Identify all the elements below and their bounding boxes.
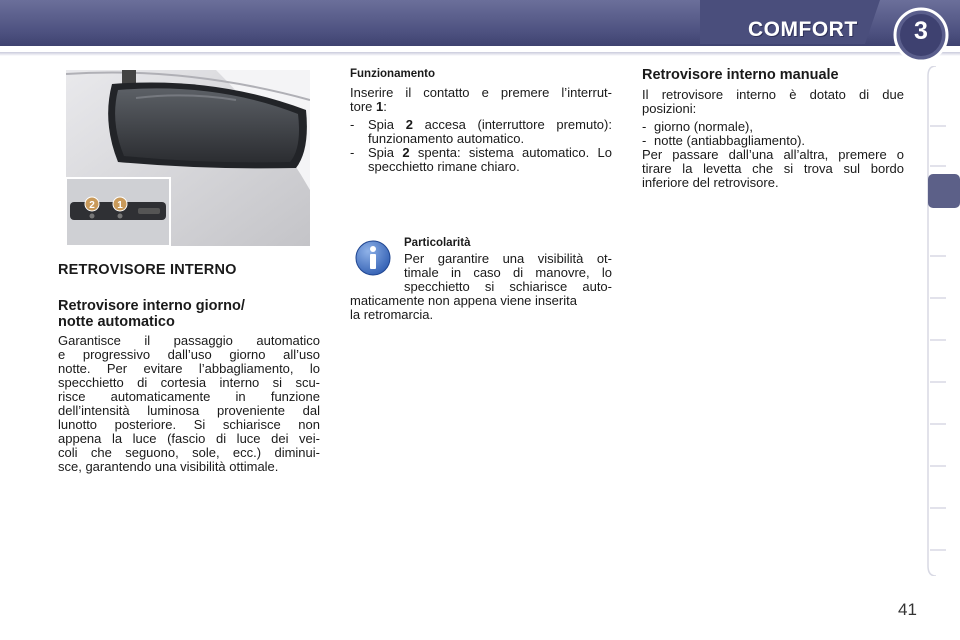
info-icon [354, 238, 392, 278]
callout-2: 2 [89, 200, 95, 211]
list-item: - notte (antiabbagliamento). [642, 133, 806, 148]
left-body [58, 334, 320, 474]
body-line: lunotto posteriore. Si schiarisce non [58, 417, 320, 432]
note-body-bottom: maticamente non appena viene inserita la retromarcia. [350, 293, 577, 322]
list-item: - giorno (normale), [642, 119, 753, 134]
body-line: notte. Per evitare l’abbagliamento, lo [58, 361, 320, 376]
chapter-side-tabs [926, 66, 960, 576]
manuale-body: Il retrovisore interno è dotato di due posizioni: - giorno (normale), - notte (antiabbagliamento). Per passare dall’una all’altra, premere o tirare la levetta che si trova sul bordo inferiore del retrovisore. [642, 87, 904, 190]
body-line: specchietto di cortesia interno si scu- [58, 375, 320, 390]
body-line: sce, garantendo una visibilità ottimale. [58, 459, 279, 474]
manuale-title: Retrovisore interno manuale [642, 67, 839, 83]
funzionamento-body: Inserire il contatto e premere l’interrut- tore 1: - Spia 2 accesa (interruttore premuto): funzionamento automatico. - Spia 2 spenta: sistema automatico. Lo specchietto rimane chiaro. [350, 85, 612, 174]
body-line: risce automaticamente in funzione [58, 389, 320, 404]
chapter-tab-active [928, 174, 960, 208]
chapter-title: COMFORT [748, 18, 858, 41]
callout-1: 1 [117, 200, 123, 211]
chapter-number: 3 [914, 17, 928, 45]
section-title: RETROVISORE INTERNO [58, 262, 237, 278]
note-body-top: Per garantire una visibilità ot- timale in caso di manovre, lo specchietto si schiarisce auto- [404, 251, 612, 294]
funzionamento-title: Funzionamento [350, 68, 435, 80]
note-title: Particolarità [404, 237, 471, 249]
list-item: - Spia 2 spenta: sistema automatico. Lo specchietto rimane chiaro. [350, 145, 612, 174]
body-line: coli che seguono, sole, ecc.) diminui- [58, 445, 320, 460]
body-line: Garantisce il passaggio automatico [58, 333, 320, 348]
body-line: e progressivo dall’uso giorno all’uso [58, 347, 320, 362]
subsection-title: Retrovisore interno giorno/ notte automatico [58, 298, 245, 330]
body-line: appena la luce (fascio di luce dei vei- [58, 431, 320, 446]
page-number: 41 [898, 600, 917, 619]
body-line: dell’intensità luminosa proveniente dal [58, 403, 320, 418]
mirror-photo [66, 70, 310, 246]
list-item: - Spia 2 accesa (interruttore premuto): funzionamento automatico. [350, 117, 612, 146]
